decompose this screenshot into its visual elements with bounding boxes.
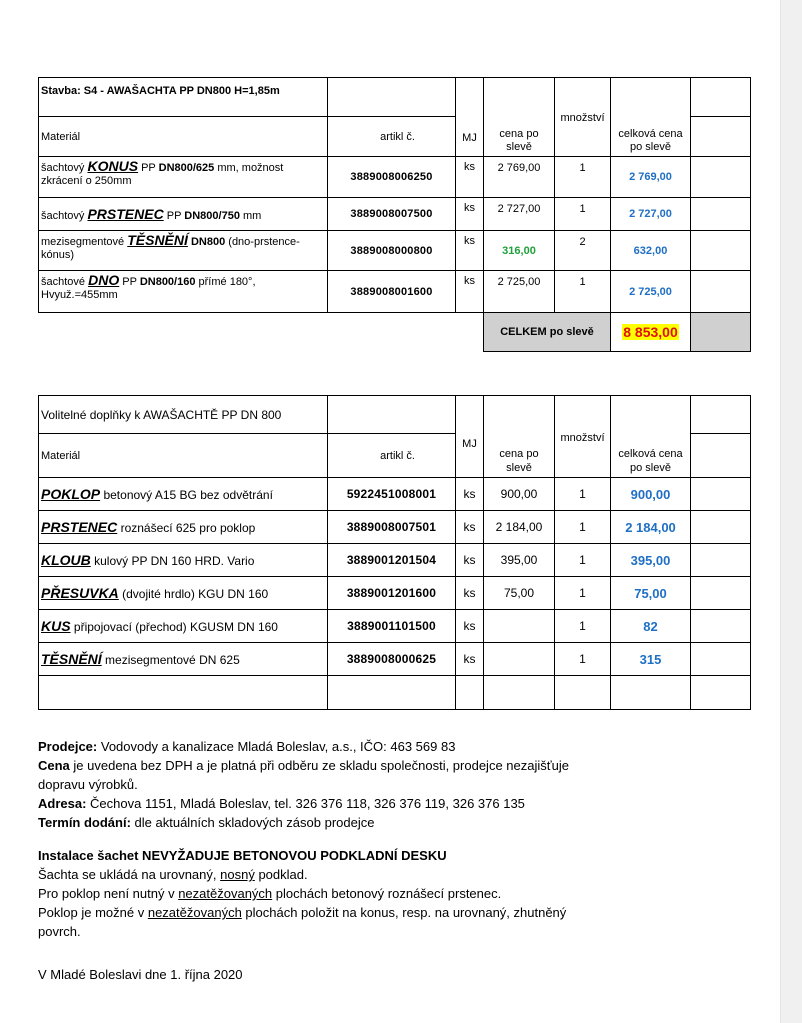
table-row — [39, 271, 751, 313]
artikl-cell: 3889008001600 — [328, 271, 456, 313]
qty-cell: 1 — [555, 198, 611, 231]
total-cell: 395,00 — [611, 544, 691, 577]
material-cell: PŘESUVKA (dvojité hrdlo) KGU DN 160 — [39, 577, 328, 610]
empty-cell — [691, 676, 751, 710]
installation-heading: Instalace šachet NEVYŽADUJE BETONOVOU PODKLADNÍ DESKU — [38, 848, 447, 863]
table2-extra-cell — [691, 396, 751, 434]
extra-cell — [691, 643, 751, 676]
material-cell: TĚSNĚNÍ mezisegmentové DN 625 — [39, 643, 328, 676]
material-cell: šachtové DNO PP DN800/160 přímé 180°, Hvyuž.=455mm — [39, 271, 328, 313]
empty-cell — [555, 676, 611, 710]
cena-cell: 2 184,00 — [484, 511, 555, 544]
right-scrollbar-gutter — [780, 0, 802, 1023]
qty-cell: 1 — [555, 511, 611, 544]
table1-header-celkova: celková cena po slevě — [611, 78, 691, 157]
table1-header-cena: cena po slevě — [484, 78, 555, 157]
installation-line-4: povrch. — [38, 924, 81, 939]
empty-cell — [484, 676, 555, 710]
cena-cell: 316,00 — [484, 231, 555, 271]
empty-cell — [456, 676, 484, 710]
document-date: V Mladé Boleslavi dne 1. října 2020 — [38, 967, 243, 982]
qty-cell: 1 — [555, 577, 611, 610]
artikl-cell: 3889008006250 — [328, 157, 456, 198]
mj-cell: ks — [456, 643, 484, 676]
extra-cell — [691, 313, 751, 352]
delivery-line: Termín dodání: dle aktuálních skladových zásob prodejce — [38, 815, 375, 830]
extra-cell — [691, 231, 751, 271]
total-cell: 900,00 — [611, 478, 691, 511]
address-line: Adresa: Čechova 1151, Mladá Boleslav, tel. 326 376 118, 326 376 119, 326 376 135 — [38, 796, 525, 811]
empty-cell — [39, 313, 328, 352]
table-row — [39, 643, 751, 676]
total-cell: 75,00 — [611, 577, 691, 610]
table2-title: Volitelné doplňky k AWAŠACHTĚ PP DN 800 — [39, 396, 328, 434]
empty-cell — [328, 313, 456, 352]
empty-cell — [328, 676, 456, 710]
empty-cell — [611, 676, 691, 710]
material-cell: PRSTENEC roznášecí 625 pro poklop — [39, 511, 328, 544]
extra-cell — [691, 577, 751, 610]
total-cell: 2 184,00 — [611, 511, 691, 544]
qty-cell: 1 — [555, 544, 611, 577]
artikl-cell: 3889008007501 — [328, 511, 456, 544]
artikl-cell: 3889008000625 — [328, 643, 456, 676]
extra-cell — [691, 544, 751, 577]
artikl-cell: 3889008007500 — [328, 198, 456, 231]
material-cell: KLOUB kulový PP DN 160 HRD. Vario — [39, 544, 328, 577]
artikl-cell: 3889001201504 — [328, 544, 456, 577]
qty-cell: 1 — [555, 478, 611, 511]
cena-cell: 900,00 — [484, 478, 555, 511]
qty-cell: 1 — [555, 643, 611, 676]
table2-title-filler — [328, 396, 456, 434]
mj-cell: ks — [456, 544, 484, 577]
qty-cell: 1 — [555, 610, 611, 643]
cena-cell: 75,00 — [484, 577, 555, 610]
shaft-price-table — [38, 77, 751, 352]
mj-cell: ks — [456, 511, 484, 544]
sum-value: 8 853,00 — [623, 324, 678, 340]
total-cell: 2 769,00 — [611, 157, 691, 198]
qty-cell: 2 — [555, 231, 611, 271]
artikl-cell: 5922451008001 — [328, 478, 456, 511]
material-cell: šachtový KONUS PP DN800/625 mm, možnost zkrácení o 250mm — [39, 157, 328, 198]
table2-header-mj: MJ — [456, 396, 484, 478]
table-row — [39, 511, 751, 544]
empty-cell — [456, 313, 484, 352]
table1-title: Stavba: S4 - AWAŠACHTA PP DN800 H=1,85m — [39, 78, 328, 117]
cena-cell — [484, 610, 555, 643]
installation-line-3: Poklop je možné v nezatěžovaných plochách položit na konus, resp. na urovnaný, zhutněný — [38, 905, 567, 920]
total-cell: 2 727,00 — [611, 198, 691, 231]
table1-extra-cell — [691, 117, 751, 157]
artikl-cell: 3889001101500 — [328, 610, 456, 643]
extra-cell — [691, 157, 751, 198]
extra-cell — [691, 478, 751, 511]
extra-cell — [691, 198, 751, 231]
total-cell: 2 725,00 — [611, 271, 691, 313]
table-row — [39, 577, 751, 610]
table2-header-artikl: artikl č. — [328, 434, 456, 478]
table1-title-filler — [328, 78, 456, 117]
price-line: Cena je uvedena bez DPH a je platná při odběru ze skladu společnosti, prodejce nezajišťuje — [38, 758, 569, 773]
mj-cell: ks — [456, 271, 484, 313]
table2-header-celkova: celková cena po slevě — [611, 396, 691, 478]
cena-cell: 2 769,00 — [484, 157, 555, 198]
price-line-2: dopravu výrobků. — [38, 777, 138, 792]
material-cell: mezisegmentové TĚSNĚNÍ DN800 (dno-prstence-kónus) — [39, 231, 328, 271]
mj-cell: ks — [456, 478, 484, 511]
table-row — [39, 198, 751, 231]
total-cell: 632,00 — [611, 231, 691, 271]
table1-header-artikl: artikl č. — [328, 117, 456, 157]
installation-line-1: Šachta se ukládá na urovnaný, nosný podklad. — [38, 867, 308, 882]
table2-extra-cell — [691, 434, 751, 478]
cena-cell — [484, 643, 555, 676]
artikl-cell: 3889001201600 — [328, 577, 456, 610]
cena-cell: 2 725,00 — [484, 271, 555, 313]
mj-cell: ks — [456, 198, 484, 231]
material-cell: šachtový PRSTENEC PP DN800/750 mm — [39, 198, 328, 231]
extra-cell — [691, 511, 751, 544]
empty-cell — [39, 676, 328, 710]
extra-cell — [691, 271, 751, 313]
notes-block — [38, 737, 758, 941]
installation-line-2: Pro poklop není nutný v nezatěžovaných plochách betonový roznášecí prstenec. — [38, 886, 502, 901]
cena-cell: 2 727,00 — [484, 198, 555, 231]
qty-cell: 1 — [555, 271, 611, 313]
table-row — [39, 544, 751, 577]
mj-cell: ks — [456, 610, 484, 643]
artikl-cell: 3889008000800 — [328, 231, 456, 271]
table2-header-cena: cena po slevě — [484, 396, 555, 478]
material-cell: KUS připojovací (přechod) KGUSM DN 160 — [39, 610, 328, 643]
table2-header-material: Materiál — [39, 434, 328, 478]
mj-cell: ks — [456, 577, 484, 610]
mj-cell: ks — [456, 231, 484, 271]
table-row — [39, 610, 751, 643]
mj-cell: ks — [456, 157, 484, 198]
cena-cell: 395,00 — [484, 544, 555, 577]
total-cell: 82 — [611, 610, 691, 643]
table1-header-mj: MJ — [456, 78, 484, 157]
sum-value-cell — [611, 313, 691, 352]
accessories-price-table — [38, 395, 751, 710]
table-row — [39, 478, 751, 511]
seller-line: Prodejce: Vodovody a kanalizace Mladá Boleslav, a.s., IČO: 463 569 83 — [38, 739, 456, 754]
sum-row — [39, 313, 751, 352]
extra-cell — [691, 610, 751, 643]
table-row — [39, 231, 751, 271]
empty-row — [39, 676, 751, 710]
total-cell: 315 — [611, 643, 691, 676]
table1-extra-cell — [691, 78, 751, 117]
table-row — [39, 157, 751, 198]
material-cell: POKLOP betonový A15 BG bez odvětrání — [39, 478, 328, 511]
table2-header-mnozstvi: množství — [555, 396, 611, 478]
sum-label: CELKEM po slevě — [484, 313, 611, 352]
table1-header-material: Materiál — [39, 117, 328, 157]
table1-header-mnozstvi: množství — [555, 78, 611, 157]
qty-cell: 1 — [555, 157, 611, 198]
